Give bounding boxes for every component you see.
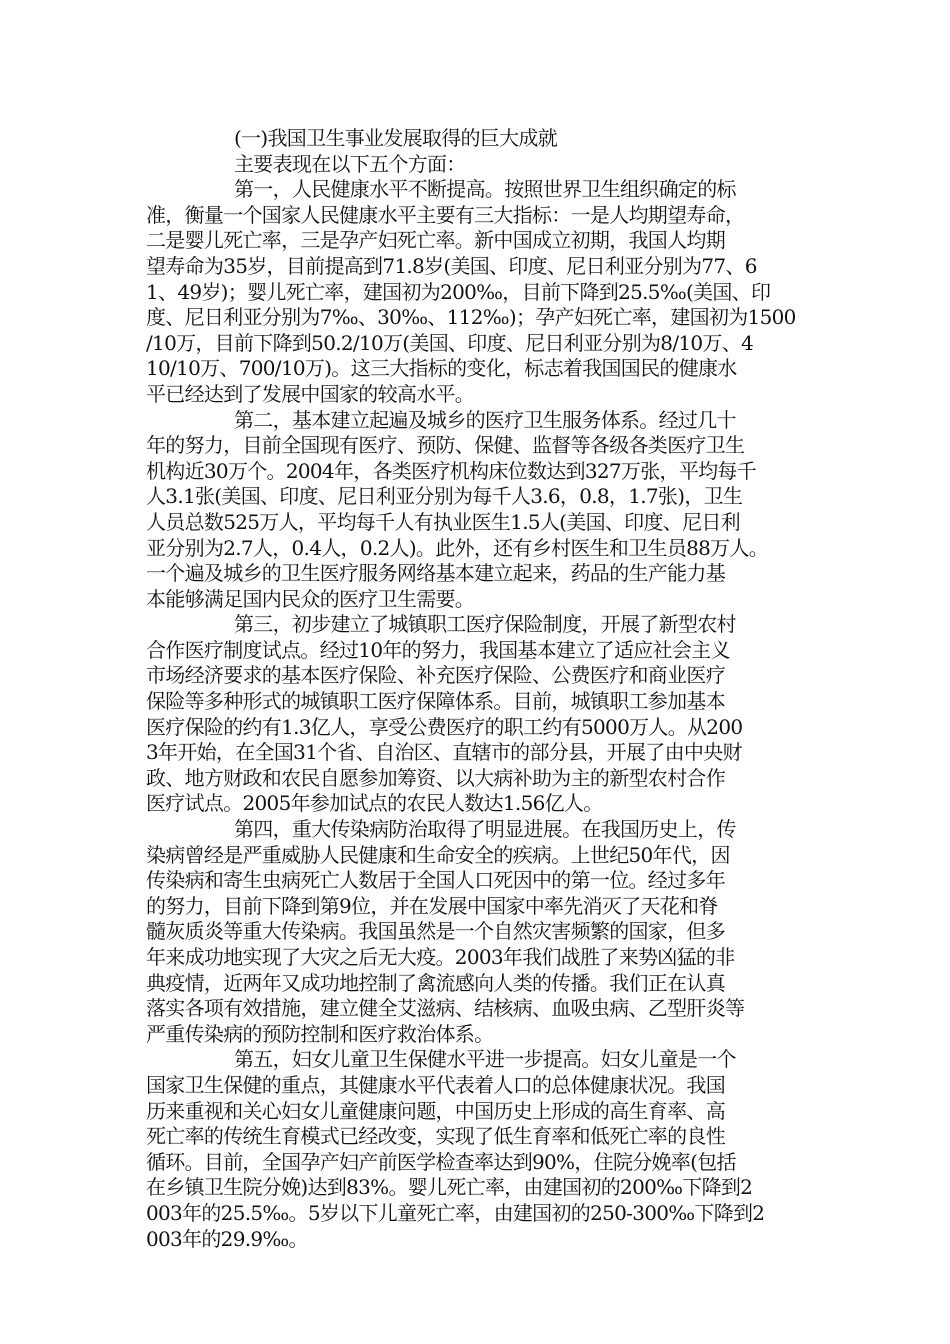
paragraph-line: 循环。目前，全国孕产妇产前医学检查率达到90%，住院分娩率(包括 — [146, 1149, 736, 1174]
paragraph-line: 人员总数525万人，平均每千人有执业医生1.5人(美国、印度、尼日利 — [146, 509, 740, 534]
paragraph-line: 平已经达到了发展中国家的较高水平。 — [146, 381, 475, 406]
paragraph-1 — [146, 177, 806, 407]
paragraph-line: 二是婴儿死亡率，三是孕产妇死亡率。新中国成立初期，我国人均期 — [146, 228, 725, 253]
paragraph-line: 合作医疗制度试点。经过10年的努力，我国基本建立了适应社会主义 — [146, 637, 730, 662]
paragraph-line: 度、尼日利亚分别为7‰、30‰、112‰)；孕产妇死亡率，建国初为1500 — [146, 305, 796, 330]
document-body — [146, 126, 806, 1252]
paragraph-line: 市场经济要求的基本医疗保险、补充医疗保险、公费医疗和商业医疗 — [146, 663, 725, 688]
paragraph-line: 髓灰质炎等重大传染病。我国虽然是一个自然灾害频繁的国家，但多 — [146, 919, 725, 944]
paragraph-3 — [146, 612, 806, 817]
paragraph-line: 1、49岁)；婴儿死亡率，建国初为200‰，目前下降到25.5‰(美国、印 — [146, 279, 771, 304]
paragraph-line: 染病曾经是严重威胁人民健康和生命安全的疾病。上世纪50年代，因 — [146, 842, 730, 867]
paragraph-line: 在乡镇卫生院分娩)达到83%。婴儿死亡率，由建国初的200‰下降到2 — [146, 1175, 753, 1200]
paragraph-line: 第三，初步建立了城镇职工医疗保险制度，开展了新型农村 — [234, 612, 736, 637]
paragraph-line: 第五，妇女儿童卫生保健水平进一步提高。妇女儿童是一个 — [234, 1047, 736, 1072]
paragraph-line: 机构近30万个。2004年，各类医疗机构床位数达到327万张，平均每千 — [146, 458, 757, 483]
paragraph-5 — [146, 1047, 806, 1252]
paragraph-line: 严重传染病的预防控制和医疗救治体系。 — [146, 1021, 494, 1046]
paragraph-line: 003年的29.9‰。 — [146, 1226, 308, 1251]
paragraph-line: 望寿命为35岁，目前提高到71.8岁(美国、印度、尼日利亚分别为77、6 — [146, 253, 757, 278]
paragraph-line: 第一，人民健康水平不断提高。按照世界卫生组织确定的标 — [234, 177, 736, 202]
paragraph-line: 传染病和寄生虫病死亡人数居于全国人口死因中的第一位。经过多年 — [146, 868, 725, 893]
paragraph-4 — [146, 817, 806, 1047]
paragraph-line: 10/10万、700/10万)。这三大指标的变化，标志着我国国民的健康水 — [146, 356, 737, 381]
paragraph-line: /10万，目前下降到50.2/10万(美国、印度、尼日利亚分别为8/10万、4 — [146, 330, 754, 355]
paragraph-line: 一个遍及城乡的卫生医疗服务网络基本建立起来，药品的生产能力基 — [146, 561, 725, 586]
paragraph-line: 政、地方财政和农民自愿参加筹资、以大病补助为主的新型农村合作 — [146, 765, 725, 790]
paragraph-2 — [146, 408, 806, 613]
paragraph-line: 年来成功地实现了大灾之后无大疫。2003年我们战胜了来势凶猛的非 — [146, 945, 735, 969]
paragraph-line: 年的努力，目前全国现有医疗、预防、保健、监督等各级各类医疗卫生 — [146, 433, 745, 458]
paragraph-line: 第四，重大传染病防治取得了明显进展。在我国历史上，传 — [234, 817, 736, 842]
paragraph-line: 医疗保险的约有1.3亿人，享受公费医疗的职工约有5000万人。从200 — [146, 714, 743, 739]
section-title: (一)我国卫生事业发展取得的巨大成就 — [234, 126, 558, 150]
paragraph-line: 医疗试点。2005年参加试点的农民人数达1.56亿人。 — [146, 791, 603, 816]
paragraph-line: 本能够满足国内民众的医疗卫生需要。 — [146, 586, 475, 611]
paragraph-line: 人3.1张(美国、印度、尼日利亚分别为每千人3.6，0.8，1.7张)，卫生 — [146, 484, 743, 509]
paragraph-line: 落实各项有效措施，建立健全艾滋病、结核病、血吸虫病、乙型肝炎等 — [146, 996, 745, 1021]
paragraph-line: 死亡率的传统生育模式已经改变，实现了低生育率和低死亡率的良性 — [146, 1124, 725, 1149]
paragraph-line: 国家卫生保健的重点，其健康水平代表着人口的总体健康状况。我国 — [146, 1072, 725, 1097]
paragraph-line: 亚分别为2.7人，0.4人，0.2人)。此外，还有乡村医生和卫生员88万人。 — [146, 535, 769, 560]
paragraph-line: 3年开始，在全国31个省、自治区、直辖市的部分县，开展了由中央财 — [146, 740, 742, 765]
paragraph-line: 003年的25.5‰。5岁以下儿童死亡率，由建国初的250-300‰下降到2 — [146, 1200, 765, 1225]
paragraph-line: 准，衡量一个国家人民健康水平主要有三大指标：一是人均期望寿命， — [146, 202, 745, 227]
paragraph-line: 历来重视和关心妇女儿童健康问题，中国历史上形成的高生育率、高 — [146, 1098, 725, 1123]
paragraph-line: 的努力，目前下降到第9位，并在发展中国家中率先消灭了天花和脊 — [146, 893, 718, 918]
paragraph-line: 第二，基本建立起遍及城乡的医疗卫生服务体系。经过几十 — [234, 407, 736, 432]
paragraph-line: 保险等多种形式的城镇职工医疗保障体系。目前，城镇职工参加基本 — [146, 689, 725, 714]
paragraph-line: 典疫情，近两年又成功地控制了禽流感向人类的传播。我们正在认真 — [146, 970, 725, 995]
intro-text: 主要表现在以下五个方面： — [234, 151, 466, 176]
